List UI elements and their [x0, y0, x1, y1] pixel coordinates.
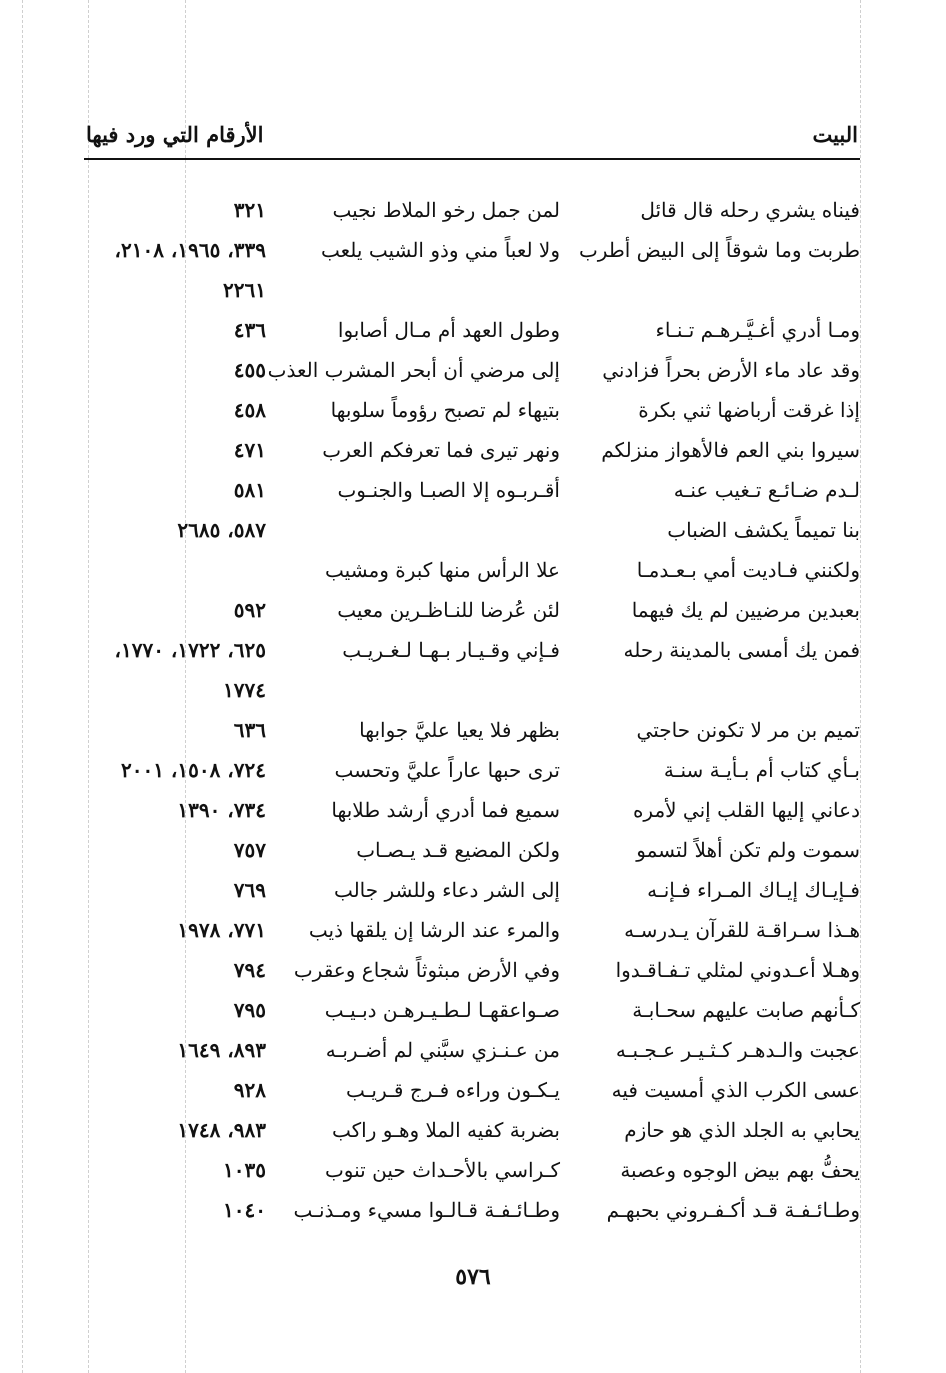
reference-numbers: ٤٥٨: [233, 398, 266, 422]
reference-numbers: ١٠٤٠: [223, 1198, 266, 1222]
verse-first-half: عسى الكرب الذي أمسيت فيه: [611, 1078, 860, 1102]
reference-numbers: ٦٣٦: [233, 718, 266, 742]
verse-first-half: بـأي كتاب أم بـأيـة سنـة: [663, 758, 860, 782]
verse-second-half: ولا لعباً مني وذو الشيب يلعب: [320, 238, 560, 262]
verse-first-half: سموت ولم تكن أهلاً لتسمو: [636, 838, 860, 862]
table-row: [0, 350, 946, 390]
verse-second-half: [308, 270, 560, 310]
verse-first-half: فـإيـاك إيـاك المـراء فـإنـه: [647, 878, 860, 902]
verse-second-half: علا الرأس منها كبرة ومشيب: [325, 558, 560, 582]
verse-first-half: وقد عاد ماء الأرض بحراً فزادني: [602, 358, 860, 382]
verse-first-half: فمن يك أمسى بالمدينة رحله: [623, 638, 860, 662]
table-row: [0, 630, 946, 670]
verse-first-half: فيناه يشري رحله قال قائل: [640, 198, 860, 222]
reference-numbers: ٧٣٤، ١٣٩٠: [177, 798, 266, 822]
verse-second-half: إلى الشر دعاء وللشر جالب: [333, 878, 560, 902]
verse-first-half: ومـا أدري أغـيَّـرهـم تـنـاء: [655, 318, 860, 342]
verse-second-half: ولكن المضيع قـد يـصـاب: [356, 838, 560, 862]
verse-first-half: تميم بن مر لا تكونن حاجتي: [636, 718, 860, 742]
verse-first-half: هـذا سـراقـة للقرآن يـدرسـه: [624, 918, 860, 942]
table-row: [0, 470, 946, 510]
reference-numbers: ١٧٧٤: [223, 678, 266, 702]
table-row: [0, 710, 946, 750]
verse-second-half: بظهر فلا يعيا عليَّ جوابها: [359, 718, 560, 742]
table-row: [0, 310, 946, 350]
verse-second-half: وفي الأرض مبثوثاً شجاع وعقرب: [293, 958, 560, 982]
reference-numbers: ٤٣٦: [233, 318, 266, 342]
reference-numbers: ٤٥٥: [233, 358, 266, 382]
verse-first-half: كـأنهم صابت عليهم سحـابـة: [632, 998, 860, 1022]
reference-numbers: [84, 550, 266, 590]
table-row: [0, 390, 946, 430]
table-row: [0, 230, 946, 270]
table-row: [0, 550, 946, 590]
table-row: [0, 1150, 946, 1190]
header-numbers-title: الأرقام التي ورد فيها: [86, 122, 264, 147]
verse-second-half: من عـنـزي سبَّني لم أضـربـه: [325, 1038, 560, 1062]
verse-second-half: ونهر تيرى فما تعرفكم العرب: [322, 438, 560, 462]
table-row: [0, 1190, 946, 1230]
reference-numbers: ٣٣٩، ١٩٦٥، ٢١٠٨،: [114, 238, 266, 262]
reference-numbers: ١٠٣٥: [223, 1158, 266, 1182]
table-row: [0, 870, 946, 910]
verse-second-half: سميع فما أدري أرشد طلابها: [331, 798, 560, 822]
verse-first-half: دعاني إليها القلب إني لأمره: [632, 798, 860, 822]
reference-numbers: ٧٩٤: [233, 958, 266, 982]
verse-second-half: كـراسي بالأحـداث حين تنوب: [324, 1158, 560, 1182]
reference-numbers: ٧٢٤، ١٥٠٨، ٢٠٠١: [120, 758, 266, 782]
verse-second-half: إلى مرضي أن أبحر المشرب العذب: [267, 358, 560, 382]
verse-second-half: وطول العهد أم مـال أصابوا: [337, 318, 560, 342]
table-row: [0, 590, 946, 630]
verse-first-half: طربت وما شوقاً إلى البيض أطرب: [578, 238, 860, 262]
verse-first-half: بعبدين مرضيين لم يك فيهما: [631, 598, 860, 622]
reference-numbers: ٨٩٣، ١٦٤٩: [177, 1038, 266, 1062]
verse-first-half: وطـائـفـة قـد أكـفـروني بحبهـم: [606, 1198, 860, 1222]
verse-first-half: عجبت والـدهـر كـثـيـر عـجـبـه: [615, 1038, 860, 1062]
verse-second-half: بتيهاء لم تصبح رؤوماً سلوبها: [330, 398, 560, 422]
reference-numbers: ٥٨٧، ٢٦٨٥: [177, 518, 266, 542]
verse-second-half: فـإني وقـيـار بـهـا لـغـريـب: [342, 638, 560, 662]
reference-numbers: ٩٨٣، ١٧٤٨: [177, 1118, 266, 1142]
verse-second-half: [308, 670, 560, 710]
reference-numbers: ٩٢٨: [233, 1078, 266, 1102]
table-row: [0, 1110, 946, 1150]
verse-first-half: إذا غرقت أرباضها ثني بكرة: [638, 398, 860, 422]
header-verse-title: البيت: [812, 122, 858, 147]
verse-second-half: وطـائـفـة قـالـوا مسيء ومـذنـب: [293, 1198, 560, 1222]
verse-first-half: يحابي به الجلد الذي هو حازم: [624, 1118, 860, 1142]
reference-numbers: ٣٢١: [233, 198, 266, 222]
verse-second-half: والمرء عند الرشا إن يلقها ذيب: [308, 918, 560, 942]
reference-numbers: ٥٩٢: [233, 598, 266, 622]
verse-second-half: صـواعقهـا لـطـيـرهـن دبـيـب: [324, 998, 560, 1022]
table-row: [0, 190, 946, 230]
table-row: [0, 1030, 946, 1070]
reference-numbers: ٦٢٥، ١٧٢٢، ١٧٧٠،: [114, 638, 266, 662]
verse-second-half: أقـربـوه إلا الصبـا والجنـوب: [337, 478, 560, 502]
table-row: [0, 950, 946, 990]
verse-second-half: بضربة كفيه الملا وهـو راكب: [332, 1118, 560, 1142]
reference-numbers: ٧٧١، ١٩٧٨: [177, 918, 266, 942]
table-row: [0, 910, 946, 950]
table-row: [0, 510, 946, 550]
table-row: [0, 270, 946, 310]
verse-second-half: يـكـون وراءه فـرج قـريـب: [345, 1078, 560, 1102]
verse-first-half: يحفُّ بهم بيض الوجوه وعصبة: [620, 1158, 860, 1182]
reference-numbers: ٢٢٦١: [223, 278, 266, 302]
table-row: [0, 990, 946, 1030]
table-row: [0, 1070, 946, 1110]
reference-numbers: ٧٥٧: [233, 838, 266, 862]
verse-first-half: [605, 270, 860, 310]
table-row: [0, 670, 946, 710]
verse-second-half: لئن عُرضا للنـاظـرين معيب: [337, 598, 560, 622]
verse-first-half: وهـلا أعـدوني لمثلي تـفـاقـدوا: [615, 958, 860, 982]
verse-index-table: [0, 190, 946, 1230]
table-row: [0, 750, 946, 790]
page-number: ٥٧٦: [455, 1264, 491, 1290]
table-header: [84, 114, 860, 160]
verse-first-half: [605, 670, 860, 710]
verse-second-half: ترى حبها عاراً عليَّ وتحسب: [334, 758, 560, 782]
verse-first-half: لـدم ضـائـع تـغيب عنـه: [673, 478, 860, 502]
verse-second-half: [308, 510, 560, 550]
reference-numbers: ٥٨١: [233, 478, 266, 502]
table-row: [0, 830, 946, 870]
reference-numbers: ٤٧١: [233, 438, 266, 462]
table-row: [0, 790, 946, 830]
verse-first-half: سيروا بني العم فالأهواز منزلكم: [601, 438, 860, 462]
reference-numbers: ٧٦٩: [233, 878, 266, 902]
verse-first-half: ولكنني فـاديت أمي بـعـدمـا: [636, 558, 860, 582]
verse-second-half: لمن جمل رخو الملاط نجيب: [332, 198, 560, 222]
table-row: [0, 430, 946, 470]
reference-numbers: ٧٩٥: [233, 998, 266, 1022]
verse-first-half: بنا تميماً يكشف الضباب: [667, 518, 860, 542]
